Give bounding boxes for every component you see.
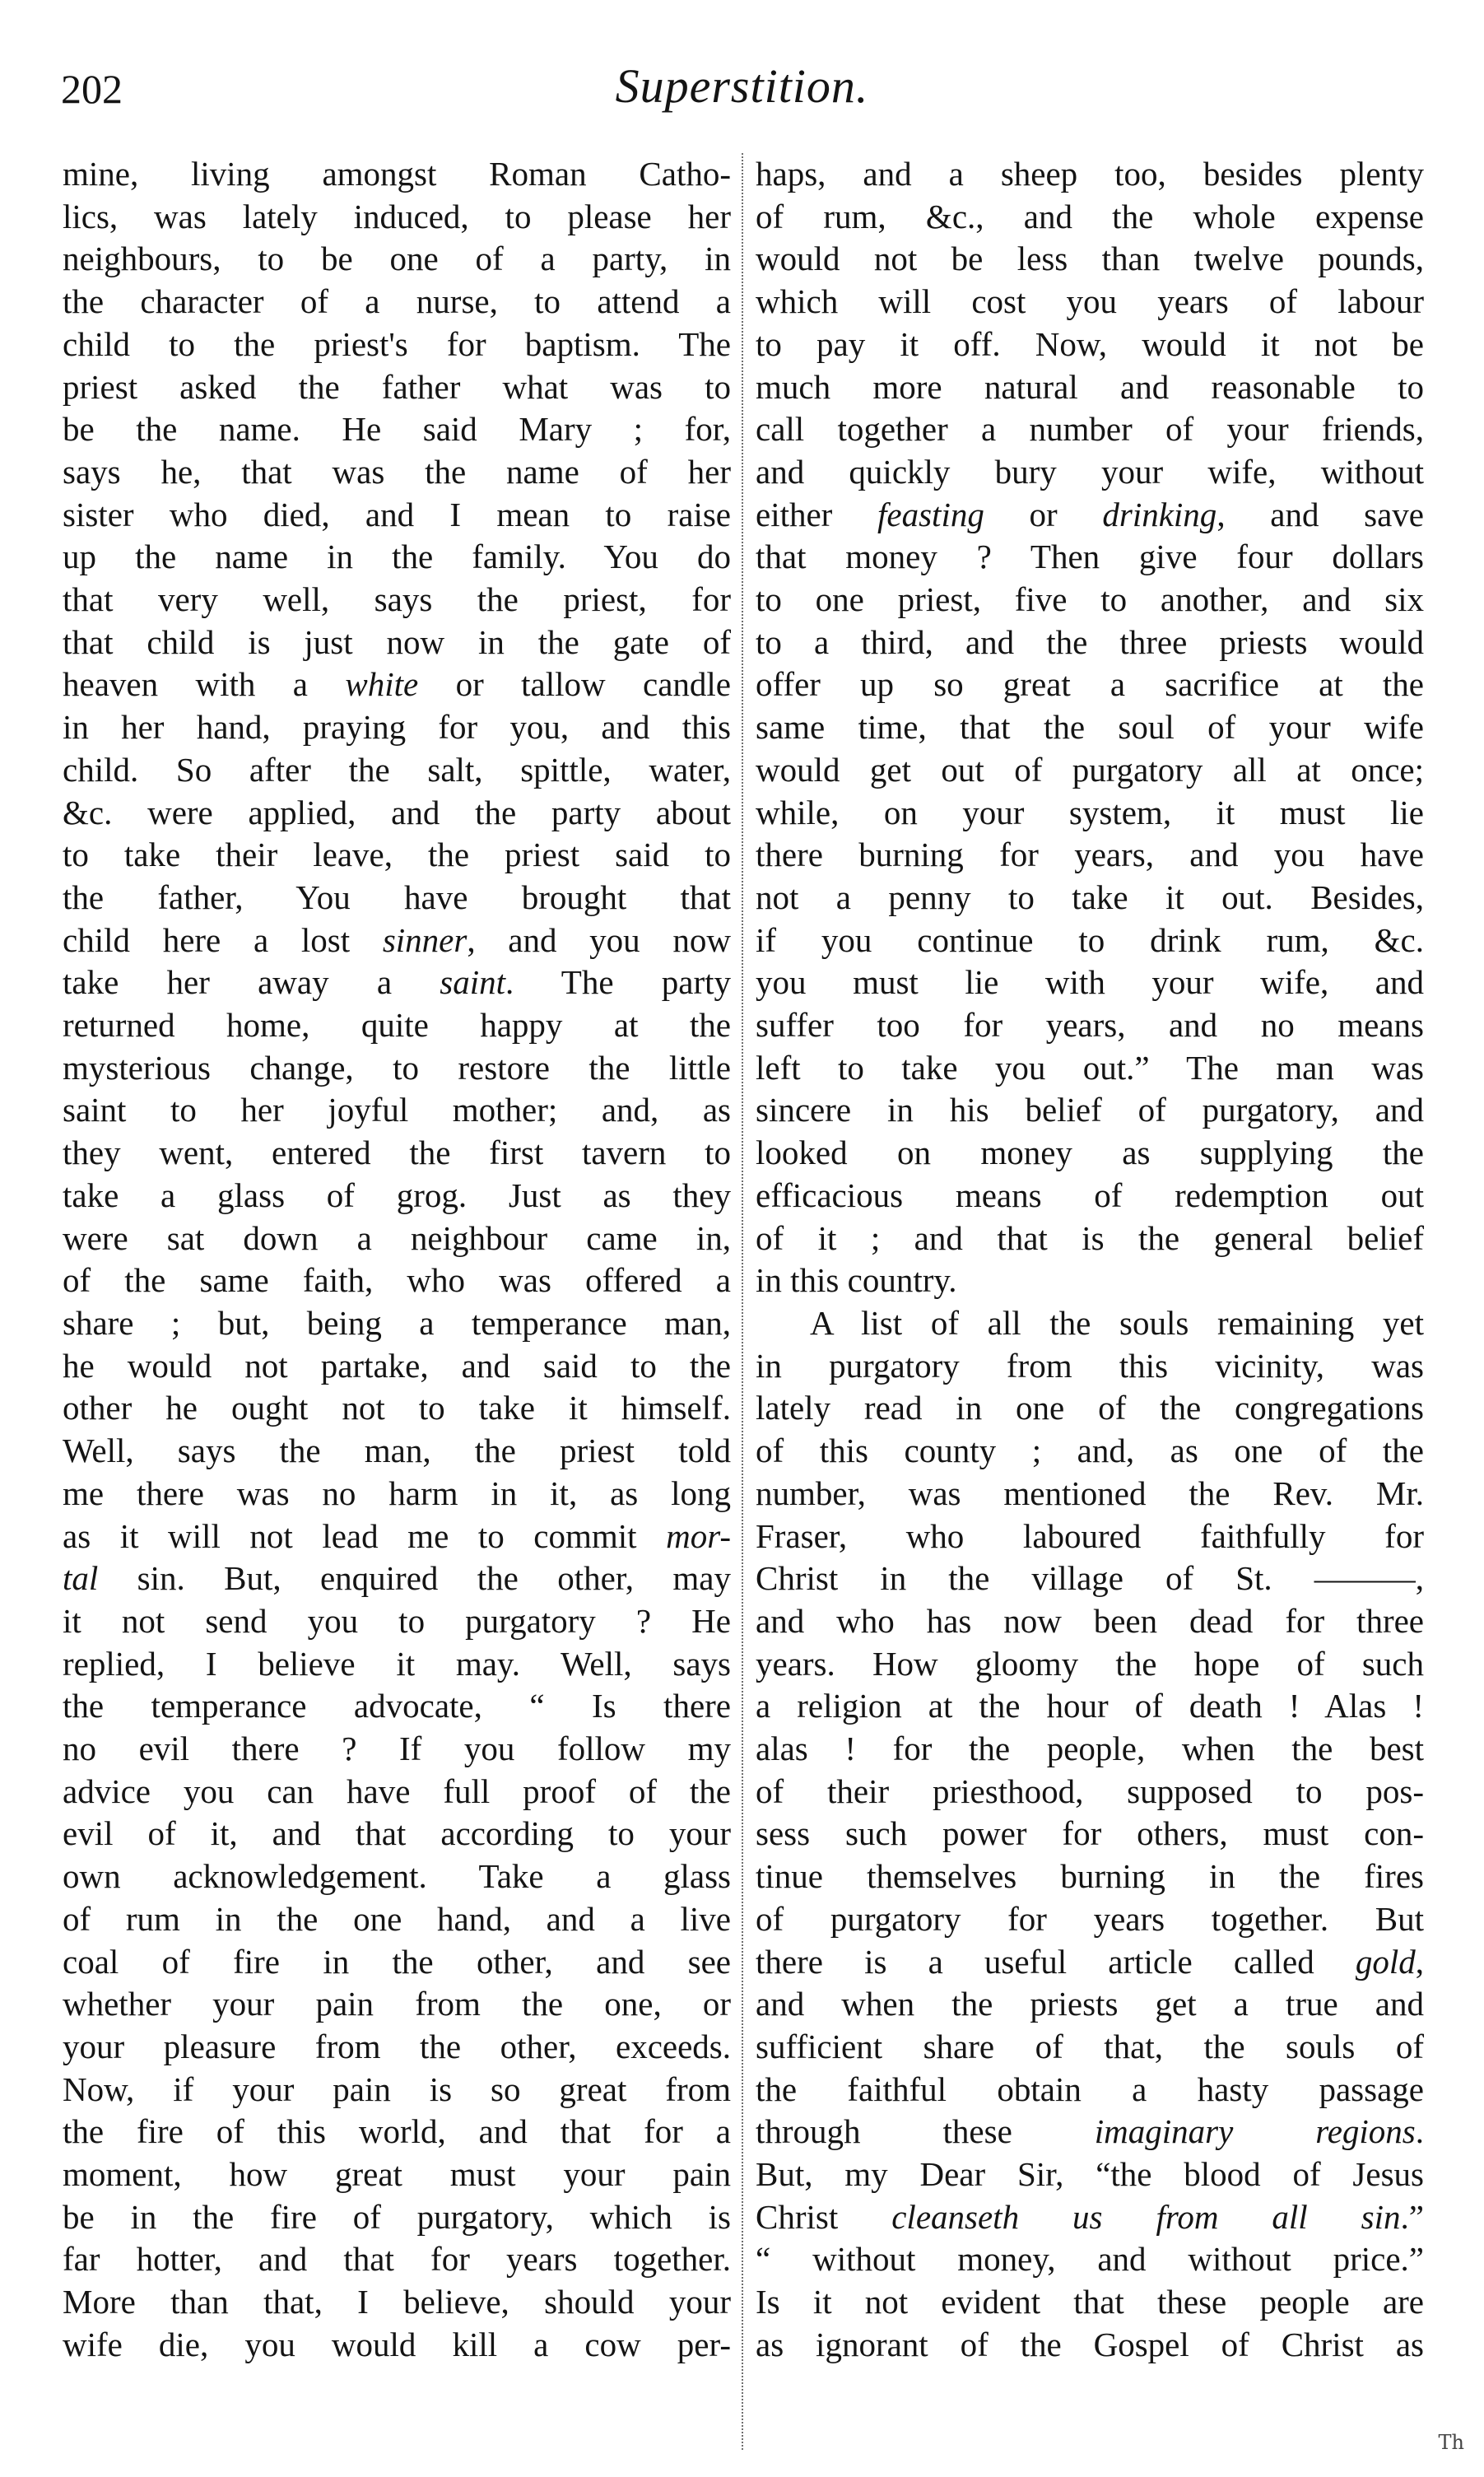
text-line: whether your pain from the one, or [63,1985,731,2023]
text-line: A list of all the souls remaining yet [810,1303,1424,1342]
text-line: the father, You have brought that [63,878,731,916]
text-line: left to take you out.” The man was [756,1048,1424,1087]
text-line: sincere in his belief of purgatory, and [756,1091,1424,1129]
text-line: which will cost you years of labour [756,282,1424,321]
text-line: no evil there ? If you follow my [63,1730,731,1768]
text-line: efficacious means of redemption out [756,1176,1424,1214]
text-line: the temperance advocate, “ Is there [63,1687,731,1725]
text-line: me there was no harm in it, as long [63,1474,731,1512]
text-line: through these imaginary regions. [756,2112,1425,2151]
text-line: Is it not evident that these people are [756,2283,1424,2321]
text-line: and quickly bury your wife, without [756,452,1424,491]
text-line: Fraser, who laboured faithfully for [756,1516,1424,1555]
text-line: as ignorant of the Gospel of Christ as [756,2325,1424,2363]
text-line: says he, that was the name of her [63,452,731,491]
text-line: own acknowledgement. Take a glass [63,1857,731,1896]
text-line: child here a lost sinner, and you now [63,920,731,959]
text-line: take a glass of grog. Just as they [63,1176,731,1214]
text-line: haps, and a sheep too, besides plenty [756,155,1424,193]
text-line: years. How gloomy the hope of such [756,1644,1424,1683]
text-line: be in the fire of purgatory, which is [63,2197,731,2236]
text-line: of rum in the one hand, and a live [63,1899,731,1938]
text-line: not a penny to take it out. Besides, [756,878,1424,916]
text-line: number, was mentioned the Rev. Mr. [756,1474,1424,1512]
text-line: much more natural and reasonable to [756,367,1424,406]
text-line: of it ; and that is the general belief [756,1218,1424,1257]
text-line: Christ in the village of St. ———, [756,1559,1424,1598]
text-line: while, on your system, it must lie [756,793,1424,831]
text-line: suffer too for years, and no means [756,1006,1424,1045]
text-line: of purgatory for years together. But [756,1899,1424,1938]
text-line: if you continue to drink rum, &c. [756,920,1424,959]
text-line: in purgatory from this vicinity, was [756,1346,1424,1385]
text-line: either feasting or drinking, and save [756,495,1424,533]
text-line: tal sin. But, enquired the other, may [63,1559,731,1598]
text-line: to pay it off. Now, would it not be [756,324,1424,363]
text-line: lics, was lately induced, to please her [63,197,731,235]
text-line: there burning for years, and you have [756,836,1424,874]
text-line: Well, says the man, the priest told [63,1432,731,1470]
text-line: tinue themselves burning in the fires [756,1857,1424,1896]
text-line: the character of a nurse, to attend a [63,282,731,321]
text-line: Christ cleanseth us from all sin.” [756,2197,1424,2236]
text-line: evil of it, and that according to your [63,1814,731,1853]
text-line: advice you can have full proof of the [63,1772,731,1810]
text-line: other he ought not to take it himself. [63,1389,731,1427]
text-line: mysterious change, to restore the little [63,1048,731,1087]
text-line: sister who died, and I mean to raise [63,495,731,533]
text-line: that very well, says the priest, for [63,580,731,619]
text-line: neighbours, to be one of a party, in [63,240,731,278]
text-line: same time, that the soul of your wife [756,708,1424,747]
text-line: More than that, I believe, should your [63,2283,731,2321]
text-line: that money ? Then give four dollars [756,538,1424,576]
text-line: in her hand, praying for you, and this [63,708,731,747]
text-line: &c. were applied, and the party about [63,793,731,831]
text-line: you must lie with your wife, and [756,963,1424,1002]
text-line: and who has now been dead for three [756,1601,1424,1640]
text-line: were sat down a neighbour came in, [63,1218,731,1257]
text-line: he would not partake, and said to the [63,1346,731,1385]
column-divider [742,153,743,2450]
text-line: moment, how great must your pain [63,2155,731,2194]
text-line: child to the priest's for baptism. The [63,324,731,363]
text-line: returned home, quite happy at the [63,1006,731,1045]
text-line: far hotter, and that for years together. [63,2240,731,2279]
text-line: would get out of purgatory all at once; [756,750,1424,789]
text-line: in this country. [756,1261,957,1300]
text-line: of their priesthood, supposed to pos- [756,1772,1424,1810]
text-line: as it will not lead me to commit mor- [63,1516,731,1555]
page-number: 202 [61,66,123,112]
text-line: replied, I believe it may. Well, says [63,1644,731,1683]
text-line: to one priest, five to another, and six [756,580,1424,619]
text-line: that child is just now in the gate of [63,622,731,661]
text-line: offer up so great a sacrifice at the [756,665,1424,704]
text-line: your pleasure from the other, exceeds. [63,2027,731,2065]
text-line: and when the priests get a true and [756,1985,1424,2023]
text-line: be the name. He said Mary ; for, [63,410,731,449]
text-line: there is a useful article called gold, [756,1942,1424,1981]
text-line: lately read in one of the congregations [756,1389,1424,1427]
text-line: looked on money as supplying the [756,1134,1424,1172]
text-line: to a third, and the three priests would [756,622,1424,661]
text-line: share ; but, being a temperance man, [63,1303,731,1342]
text-line: of this county ; and, as one of the [756,1432,1424,1470]
text-line: “ without money, and without price.” [756,2240,1424,2279]
text-line: child. So after the salt, spittle, water, [63,750,731,789]
text-line: a religion at the hour of death ! Alas ! [756,1687,1424,1725]
corner-catchword: Th [1438,2431,1464,2454]
text-line: of the same faith, who was offered a [63,1261,731,1300]
text-line: the faithful obtain a hasty passage [756,2070,1424,2108]
text-line: alas ! for the people, when the best [756,1730,1424,1768]
text-line: priest asked the father what was to [63,367,731,406]
text-line: Now, if your pain is so great from [63,2070,731,2108]
text-line: it not send you to purgatory ? He [63,1601,731,1640]
right-column [756,153,1424,2367]
text-line: sess such power for others, must con- [756,1814,1424,1853]
text-line: saint to her joyful mother; and, as [63,1091,731,1129]
text-line: wife die, you would kill a cow per- [63,2325,731,2363]
text-line: sufficient share of that, the souls of [756,2027,1424,2065]
text-line: they went, entered the first tavern to [63,1134,731,1172]
text-line: to take their leave, the priest said to [63,836,731,874]
text-line: call together a number of your friends, [756,410,1424,449]
text-line: up the name in the family. You do [63,538,731,576]
running-title: Superstition. [615,59,869,113]
text-line: of rum, &c., and the whole expense [756,197,1424,235]
text-line: heaven with a white or tallow candle [63,665,732,704]
left-column [63,153,731,2367]
text-line: coal of fire in the other, and see [63,1942,731,1981]
text-line: take her away a saint. The party [63,963,731,1002]
text-line: mine, living amongst Roman Catho- [63,155,731,193]
text-line: But, my Dear Sir, “the blood of Jesus [756,2155,1424,2194]
text-line: would not be less than twelve pounds, [756,240,1424,278]
text-line: the fire of this world, and that for a [63,2112,731,2151]
